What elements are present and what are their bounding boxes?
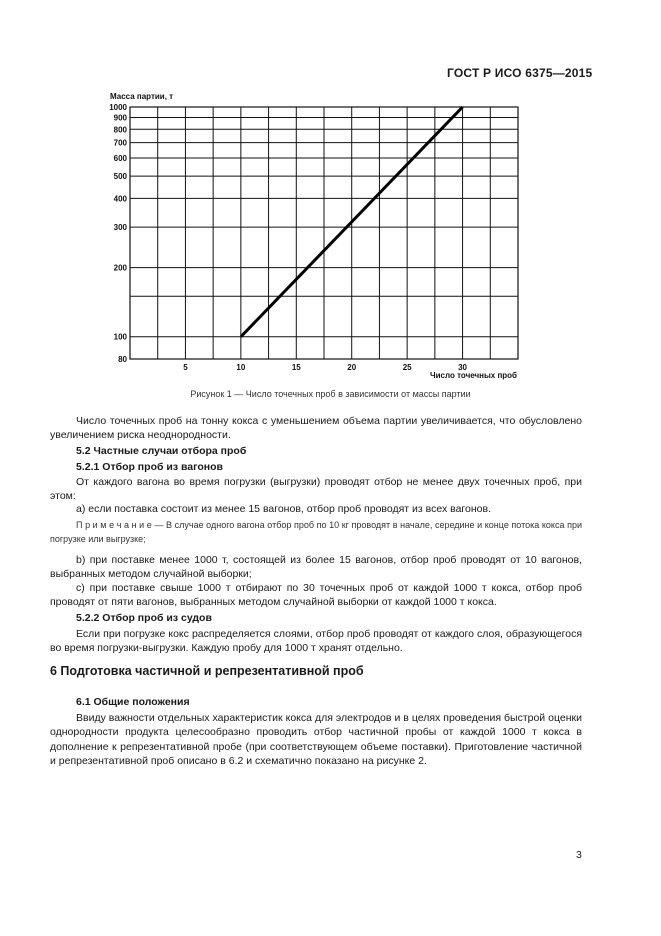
y-tick-label: 800	[113, 125, 127, 135]
y-tick-label: 600	[113, 153, 127, 163]
y-tick-labels	[109, 103, 127, 364]
y-tick-label: 1000	[109, 103, 127, 112]
x-tick-label: 25	[402, 363, 412, 372]
y-tick-label: 200	[113, 263, 127, 273]
section-6-heading: 6 Подготовка частичной и репрезентативной проб	[50, 664, 364, 678]
x-tick-labels	[183, 363, 467, 372]
section-5-2-2-heading: 5.2.2 Отбор проб из судов	[76, 612, 212, 624]
paragraph-risk: Число точечных проб на тонну кокса с уменьшением объема партии увеличивается, что обусловлено увеличением риска неоднородности.	[50, 415, 582, 442]
x-axis-label: Число точечных проб	[430, 371, 517, 380]
paragraph-ships: Если при погрузке кокс распределяется слоями, отбор проб проводят от каждого слоя, образующегося во время погрузки-выгрузки. Каждую пробу для 1000 т хранят отдельно.	[50, 628, 582, 655]
chart-grid	[130, 107, 518, 359]
x-tick-label: 10	[236, 363, 246, 372]
paragraph-wagons: От каждого вагона во время погрузки (выгрузки) проводят отбор не менее двух точечных проб, при этом:	[50, 476, 582, 503]
y-axis-label: Масса партии, т	[110, 92, 174, 101]
y-tick-label: 500	[113, 172, 127, 182]
y-tick-label: 100	[113, 332, 127, 342]
section-5-2-1-heading: 5.2.1 Отбор проб из вагонов	[76, 461, 223, 473]
y-tick-label: 400	[113, 194, 127, 204]
x-tick-label: 15	[291, 363, 301, 372]
figure-1-chart	[100, 88, 540, 384]
y-tick-label: 300	[113, 223, 127, 233]
document-header: ГОСТ Р ИСО 6375—2015	[447, 66, 593, 80]
x-tick-label: 5	[183, 363, 188, 372]
x-tick-label: 30	[458, 363, 468, 372]
section-5-2-heading: 5.2 Частные случаи отбора проб	[76, 445, 247, 457]
figure-caption: Рисунок 1 — Число точечных проб в зависимости от массы партии	[190, 389, 471, 399]
section-6-1-heading: 6.1 Общие положения	[76, 696, 190, 708]
page-number: 3	[576, 849, 582, 861]
list-item-b: b) при поставке менее 1000 т, состоящей из более 15 вагонов, отбор проб проводят от 10 вагонов, выбранных методом случайной выборки;	[50, 554, 582, 581]
list-item-a: a) если поставка состоит из менее 15 вагонов, отбор проб проводят из всех вагонов.	[76, 503, 491, 515]
x-tick-label: 20	[347, 363, 357, 372]
y-tick-label: 900	[113, 113, 127, 123]
note-text: П р и м е ч а н и е — В случае одного вагона отбор проб по 10 кг проводят в начале, середине и конце потока кокса при погрузке или выгрузке;	[50, 520, 582, 544]
y-tick-label: 700	[113, 138, 127, 148]
paragraph-general: Ввиду важности отдельных характеристик кокса для электродов и в целях проведения быстрой оценки однородности продукта целесообразно проводить отбор частичной пробы от каждой 1000 т кокса в дополнение к репрезентативной пробе (при соответствующем объеме поставки). Приготовление частичной и репрезентативной проб описано в 6.2 и схематично показано на рисунке 2.	[50, 712, 582, 768]
y-tick-label: 80	[118, 355, 127, 364]
list-item-c: c) при поставке свыше 1000 т отбирают по 30 точечных проб от каждой 1000 т кокса, отбор проб проводят от пяти вагонов, выбранных методом случайной выборки от каждой 1000 т кокса.	[50, 582, 582, 609]
